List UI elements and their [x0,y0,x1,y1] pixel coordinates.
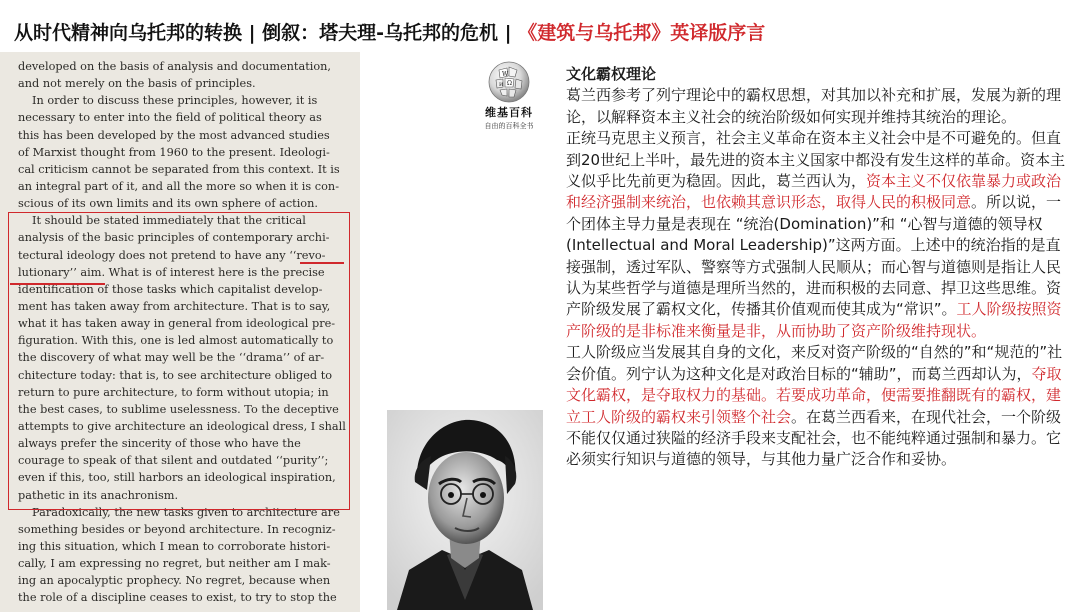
scanned-text-line: figuration. With this, one is led almost automatically to [18,334,334,348]
article-paragraph [566,128,1066,342]
scanned-text-line: ing an apocalyptic prophecy. No regret, because when [18,574,331,588]
article-heading: 文化霸权理论 [566,65,657,83]
scanned-text-line: identification of those tasks which capitalist develop- [18,282,323,296]
paragraph-text: 。在葛兰西看来，在现代社会，一个阶级不能仅仅通过狭隘的经济手段来支配社会，也不能纯粹通过强制和暴力。它必须实行知识与道德的领导，与其他力量广泛合作和妥协。 [566,407,1062,469]
highlighted-text: 夺取文化霸权，是夺取权力的基础。若要成功革命，便需要推翻既有的霸权，建立工人阶级的霸权来引领整个社会 [566,364,1062,426]
highlight-box [8,212,350,510]
article-paragraph [566,342,1066,470]
highlighted-text: 工人阶级按照资产阶级的是非标准来衡量是非，从而协助了资产阶级维持现状。 [566,300,1062,340]
scanned-text-line: tectural ideology does not pretend to have any ‘‘revo- [18,248,326,262]
page-title [14,18,765,46]
scanned-text-line: something besides or beyond architecture. In recogniz- [18,522,336,536]
scanned-text-line: scious of its own limits and its own sphere of action. [18,197,318,211]
wikipedia-tagline: 自由的百科全书 [484,122,534,130]
scanned-text-line: cally, I am expressing no regret, but neither am I mak- [18,557,331,571]
underline-mark [300,262,344,264]
svg-text:Ω: Ω [507,80,512,87]
title-main: 从时代精神向乌托邦的转换 | 倒叙：塔夫理-乌托邦的危机 | [14,22,519,44]
paragraph-text: 。所以说，一个团体主导力量是表现在 “统治(Domination)”和 “心智与道德的领导权(Intellectual and Moral Leadership)”这两方面。上述中的统治指的是直接强制，透过军队、警察等方式强制人民顺从；而心智与道德则是指让人民认为某些哲学与道德是理所当然的，进而积极的去同意、捍卫这些思维。资产阶级发展了霸权文化，传播其价值观而使其成为“常识”。 [566,193,1062,319]
wikipedia-logo [474,60,544,138]
scanned-text-line: pathetic in its anachronism. [18,488,179,502]
scanned-text-line: chitecture today: that is, to see architecture obliged to [18,368,333,382]
scanned-text-line: necessary to enter into the field of political theory as [18,111,322,125]
scanned-text-line: analysis of the basic principles of contemporary archi- [18,231,330,245]
portrait-photo [387,410,543,610]
scanned-text-line: of Marxist thought from 1960 to the present. Ideologi- [18,145,330,159]
scanned-book-page [0,52,360,612]
scanned-text-line: Paradoxically, the new tasks given to architecture are [32,505,340,519]
paragraph-text: 葛兰西参考了列宁理论中的霸权思想，对其加以补充和扩展，发展为新的理论，以解释资本主义社会的统治阶级如何实现并维持其统治的理论。 [566,86,1062,126]
svg-text:И: И [499,82,504,88]
scanned-text-line: always prefer the sincerity of those who have the [18,437,301,451]
scanned-text-line: the best cases, to sublime uselessness. To the deceptive [18,402,339,416]
scanned-text-line: ment has taken away from architecture. That is to say, [18,299,331,313]
scanned-text-line: an integral part of it, and all the more so when it is con- [18,179,340,193]
title-highlight: 《建筑与乌托邦》英译版序言 [518,22,766,44]
scanned-text-line: return to pure architecture, to form without utopia; in [18,385,329,399]
highlighted-text: 资本主义不仅依靠暴力或政治和经济强制来统治，也依赖其意识形态，取得人民的积极同意 [566,172,1062,212]
article-body [566,64,1066,471]
wikipedia-name: 维基百科 [485,106,533,119]
portrait-image [387,410,543,610]
scanned-text-line: developed on the basis of analysis and documentation, [18,60,332,73]
scanned-text-line: this has been developed by the most advanced studies [18,128,330,142]
scanned-text-line: In order to discuss these principles, however, it is [32,94,318,108]
article-paragraph [566,85,1066,128]
scanned-text-line: courage to speak of that silent and outdated ‘‘purity’’; [18,454,329,468]
wikipedia-globe-icon [487,60,531,104]
paragraph-text: 正统马克思主义预言，社会主义革命在资本主义社会中是不可避免的。但直到20世纪上半叶，最先进的资本主义国家中都没有发生这样的革命。资本主义似乎比先前更为稳固。因此，葛兰西认为， [566,129,1066,191]
scanned-text-line: It should be stated immediately that the critical [32,214,306,228]
scanned-text-line: the discovery of what may well be the ‘‘drama’’ of ar- [18,351,325,365]
underline-mark [10,283,105,285]
scanned-text-line: the role of a discipline ceases to exist, to try to stop the [18,591,337,605]
scanned-text-line: cal criticism cannot be separated from this context. It is [18,162,340,176]
scanned-text-line: lutionary’’ aim. What is of interest here is the precise [18,265,325,279]
scanned-text-line: attempts to give architecture an ideological dress, I shall [18,419,346,433]
paragraph-text: 工人阶级应当发展其自身的文化，来反对资产阶级的“自然的”和“规范的”社会价值。列宁认为这种文化是对政治目标的“辅助”，而葛兰西却认为， [566,343,1063,383]
scanned-text-line: ing this situation, which I mean to corroborate histori- [18,539,331,553]
scanned-text-line: and not merely on the basis of principles. [18,77,256,91]
scanned-text-line: what it has taken away in general from ideological pre- [18,317,336,331]
scanned-text-line: even if this, too, still harbors an ideological inspiration, [18,471,336,485]
svg-text:W: W [502,71,509,78]
